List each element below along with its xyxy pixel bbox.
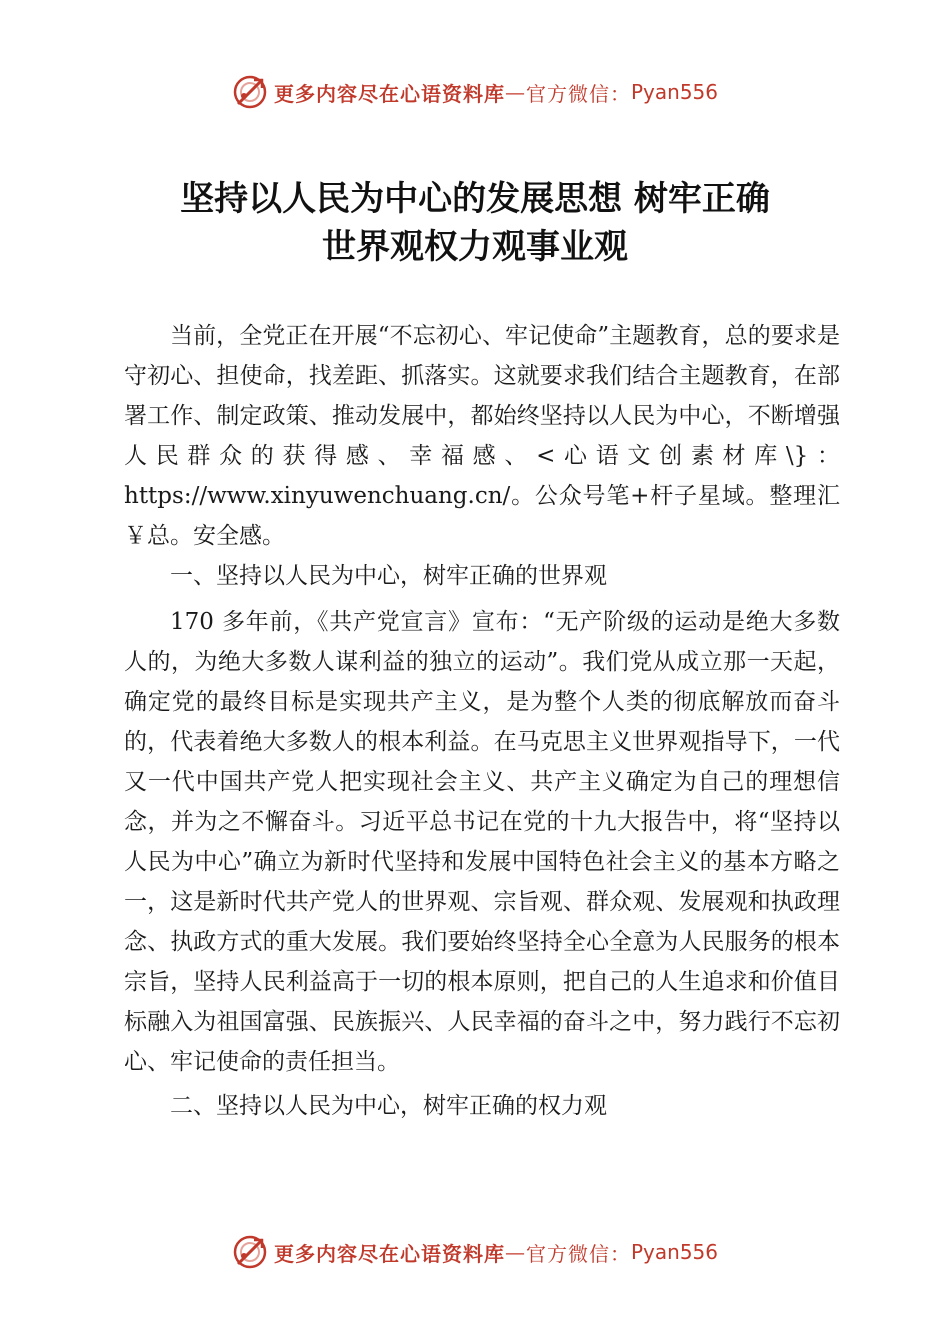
header-banner bbox=[0, 72, 950, 112]
document-title bbox=[0, 175, 950, 271]
header-banner-text: 更多内容尽在心语资料库 bbox=[273, 81, 505, 106]
brand-logo-icon bbox=[232, 1234, 268, 1270]
footer-banner-wechat-id: Pyan556 bbox=[630, 1240, 718, 1264]
header-banner-separator: — bbox=[504, 80, 526, 104]
section-heading-2: 二、坚持以人民为中心，树牢正确的权力观 bbox=[170, 1093, 607, 1119]
paragraph-intro: 当前，全党正在开展“不忘初心、牢记使命”主题教育，总的要求是守初心、担使命，找差距、抓落实。这就要求我们结合主题教育，在部署工作、制定政策、推动发展中，都始终坚持以人民为中心，不断增强人民群众的获得感、幸福感、<心语文创素材库\}：https://www.xinyuwenchuang.cn/。公众号笔+杆子星域。整理汇￥总。安全感。 bbox=[124, 323, 840, 549]
section-heading-1: 一、坚持以人民为中心，树牢正确的世界观 bbox=[170, 563, 607, 589]
title-line-2: 世界观权力观事业观 bbox=[322, 227, 628, 267]
brand-logo-icon bbox=[232, 74, 268, 110]
footer-banner-text: 更多内容尽在心语资料库 bbox=[273, 1241, 505, 1266]
paragraph-section-1: 170 多年前，《共产党宣言》宣布：“无产阶级的运动是绝大多数人的，为绝大多数人谋利益的独立的运动”。我们党从成立那一天起，确定党的最终目标是实现共产主义，是为整个人类的彻底解放而奋斗的，代表着绝大多数人的根本利益。在马克思主义世界观指导下，一代又一代中国共产党人把实现社会主义、共产主义确定为自己的理想信念，并为之不懈奋斗。习近平总书记在党的十九大报告中，将“坚持以人民为中心”确立为新时代坚持和发展中国特色社会主义的基本方略之一，这是新时代共产党人的世界观、宗旨观、群众观、发展观和执政理念、执政方式的重大发展。我们要始终坚持全心全意为人民服务的根本宗旨，坚持人民利益高于一切的根本原则，把自己的人生追求和价值目标融入为祖国富强、民族振兴、人民幸福的奋斗之中，努力践行不忘初心、牢记使命的责任担当。 bbox=[124, 609, 840, 1075]
header-banner-wechat-id: Pyan556 bbox=[630, 80, 718, 104]
document-body bbox=[124, 316, 840, 1126]
title-line-1: 坚持以人民为中心的发展思想 树牢正确 bbox=[180, 179, 770, 219]
header-banner-label: 官方微信： bbox=[525, 81, 631, 106]
footer-banner-separator: — bbox=[504, 1240, 526, 1264]
footer-banner-label: 官方微信： bbox=[525, 1241, 631, 1266]
footer-banner bbox=[0, 1232, 950, 1272]
